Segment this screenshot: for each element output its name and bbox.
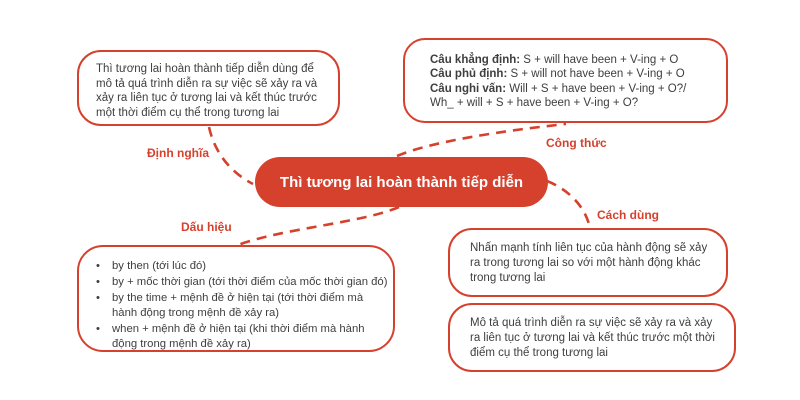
formula-box <box>403 38 728 123</box>
center-topic-title: Thì tương lai hoàn thành tiếp diễn <box>279 173 524 191</box>
bullet-dot: • <box>96 260 100 272</box>
usage-text: Nhấn mạnh tính liên tục của hành động sẽ xảy ra trong tương lai so với một hành động khác trong tương lai <box>470 242 708 284</box>
connector-dau-hieu <box>238 207 399 245</box>
definition-box <box>77 50 340 126</box>
formula-line-affirmative <box>430 53 714 67</box>
branch-label-dau-hieu: Dấu hiệu <box>181 220 232 234</box>
branch-label-dinh-nghia: Định nghĩa <box>147 146 209 160</box>
formula-line-text: Will + S + have been + V-ing + O?/ <box>506 82 687 95</box>
formula-line-wh <box>430 96 714 110</box>
formula-line-question <box>430 82 714 96</box>
connector-cong-thuc <box>397 124 566 156</box>
connector-cach-dung <box>547 181 590 228</box>
list-item-text: by + mốc thời gian (tới thời điểm của mốc thời gian đó) <box>112 276 388 289</box>
signal-words-box <box>77 245 395 352</box>
formula-line-text: Wh_ + will + S + have been + V-ing + O? <box>430 96 639 109</box>
center-topic-node <box>255 157 548 207</box>
list-item <box>94 291 389 321</box>
signal-words-list <box>94 259 389 353</box>
formula-line-label: Câu khẳng định: <box>430 54 521 66</box>
usage-box-emphasis <box>448 228 728 297</box>
formula-line-text: S + will not have been + V-ing + O <box>507 68 685 81</box>
list-item-text: when + mệnh đề ở hiện tại (khi thời điểm mà hành động trong mệnh đề xảy ra) <box>112 323 365 351</box>
formula-line-label: Câu nghi vấn: <box>430 82 507 95</box>
list-item-text: by the time + mệnh đề ở hiện tại (tới thời điểm mà hành động trong mệnh đề xảy ra) <box>112 292 364 320</box>
branch-label-cach-dung: Cách dùng <box>597 208 659 222</box>
usage-box-describe <box>448 303 736 372</box>
formula-line-negative <box>430 67 714 81</box>
usage-text: Mô tả quá trình diễn ra sự việc sẽ xảy ra và xảy ra liên tục ở tương lai và kết thúc trước một thời điểm cụ thể trong tương lai <box>470 317 715 359</box>
formula-line-text: S + will have been + V-ing + O <box>520 54 679 66</box>
formula-line-label: Câu phủ định: <box>430 68 508 81</box>
branch-label-cong-thuc: Công thức <box>546 136 607 150</box>
list-item <box>94 322 389 352</box>
list-item <box>94 259 389 274</box>
connector-dinh-nghia <box>209 127 253 184</box>
list-item-text: by then (tới lúc đó) <box>112 260 207 272</box>
bullet-dot: • <box>96 292 100 305</box>
bullet-dot: • <box>96 276 100 289</box>
list-item <box>94 275 389 290</box>
bullet-dot: • <box>96 323 100 336</box>
definition-text: Thì tương lai hoàn thành tiếp diễn dùng để mô tả quá trình diễn ra sự việc sẽ xảy ra và xảy ra liên tục ở tương lai và kết thúc trước một thời điểm cụ thể trong tương lai <box>96 63 318 119</box>
